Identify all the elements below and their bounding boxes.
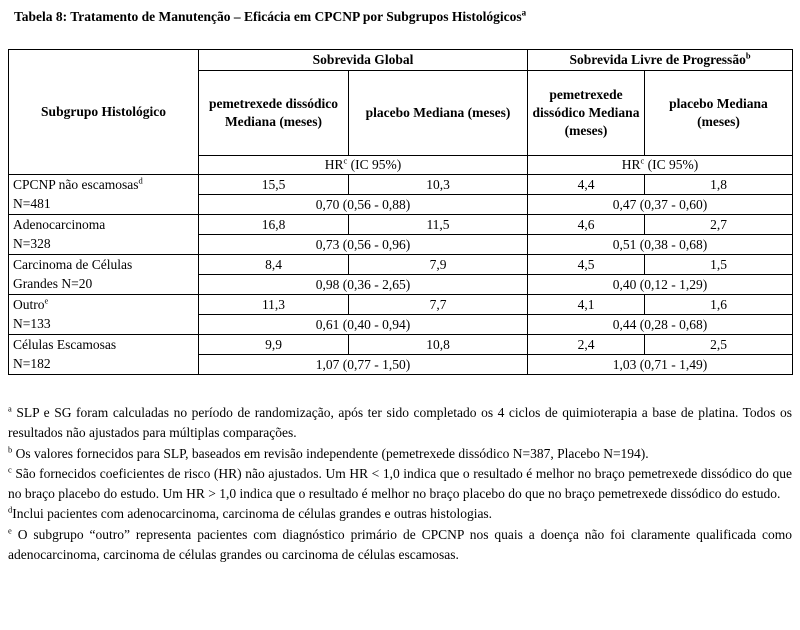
og-hr-ci-label: (IC 95%) <box>350 157 402 172</box>
table-title-footnote-mark: a <box>521 7 527 18</box>
og-drug-value: 15,5 <box>199 175 349 195</box>
og-placebo-value: 7,7 <box>349 295 528 315</box>
table-row <box>9 275 793 295</box>
subgroup-name-cell <box>9 255 199 275</box>
subgroup-n: N=328 <box>9 235 199 255</box>
footnote-mark: a <box>8 403 12 414</box>
subgroup-name-cell <box>9 175 199 195</box>
og-drug-value: 9,9 <box>199 335 349 355</box>
footnote-mark: e <box>8 525 12 536</box>
og-hr-value: 0,70 (0,56 - 0,88) <box>199 195 528 215</box>
og-placebo-col-label: placebo Mediana (meses) <box>365 105 511 120</box>
table-title-text: Tabela 8: Tratamento de Manutenção – Eficácia em CPCNP por Subgrupos Histológicos <box>14 9 522 24</box>
subgroup-name: CPCNP não escamosas <box>13 176 139 192</box>
og-hr-value: 0,73 (0,56 - 0,96) <box>199 235 528 255</box>
pfs-header-cell <box>528 50 793 71</box>
pfs-drug-value: 4,4 <box>528 175 645 195</box>
pfs-drug-col-header <box>528 71 645 156</box>
table-row <box>9 175 793 195</box>
table-row <box>9 355 793 375</box>
og-hr-value: 0,98 (0,36 - 2,65) <box>199 275 528 295</box>
og-placebo-value: 11,5 <box>349 215 528 235</box>
subgroup-footnote-mark: d <box>138 175 143 186</box>
footnote <box>8 504 792 524</box>
og-hr-value: 0,61 (0,40 - 0,94) <box>199 315 528 335</box>
footnote-text: Os valores fornecidos para SLP, baseados em revisão independente (pemetrexede dissódico N=387, Placebo N=194). <box>15 445 649 461</box>
pfs-hr-value: 0,47 (0,37 - 0,60) <box>528 195 793 215</box>
pfs-header-footnote-mark: b <box>745 50 751 61</box>
pfs-placebo-value: 1,5 <box>645 255 793 275</box>
table-row <box>9 235 793 255</box>
og-header-cell <box>199 50 528 71</box>
pfs-placebo-col-header <box>645 71 793 156</box>
subgroup-name: Adenocarcinoma <box>13 216 106 232</box>
pfs-placebo-value: 1,8 <box>645 175 793 195</box>
pfs-hr-label: HR <box>621 157 641 172</box>
efficacy-table <box>8 49 793 375</box>
pfs-drug-value: 4,6 <box>528 215 645 235</box>
og-placebo-value: 7,9 <box>349 255 528 275</box>
footnote-text: SLP e SG foram calculadas no período de randomização, após ter sido completado os 4 ciclos de quimioterapia a base de platina. Todos os resultados não ajustados para múltiplas comparações. <box>8 405 792 441</box>
pfs-hr-ci-label: (IC 95%) <box>647 157 699 172</box>
footnote <box>8 444 792 464</box>
footnote-text: São fornecidos coeficientes de risco (HR) não ajustados. Um HR < 1,0 indica que o resultado é melhor no braço pemetrexede dissódico do que no braço placebo do estudo. Um HR > 1,0 indica que o resultado é melhor no braço placebo do que no braço pemetrexede dissódico do estudo. <box>8 465 792 502</box>
footnote <box>8 403 792 444</box>
og-header: Sobrevida Global <box>312 52 414 67</box>
pfs-hr-header <box>528 156 793 175</box>
subgroup-n: N=182 <box>9 355 199 375</box>
table-row <box>9 315 793 335</box>
og-hr-header <box>199 156 528 175</box>
pfs-hr-value: 0,51 (0,38 - 0,68) <box>528 235 793 255</box>
table-row <box>9 215 793 235</box>
pfs-drug-value: 4,5 <box>528 255 645 275</box>
og-hr-footnote-mark: c <box>343 155 348 166</box>
subgroup-name: Células Escamosas <box>13 336 117 352</box>
table-row <box>9 335 793 355</box>
pfs-hr-value: 1,03 (0,71 - 1,49) <box>528 355 793 375</box>
subgroup-n: N=133 <box>9 315 199 335</box>
footnote-mark: d <box>8 504 13 515</box>
subgroup-name-cell <box>9 215 199 235</box>
pfs-placebo-value: 1,6 <box>645 295 793 315</box>
og-drug-col-header <box>199 71 349 156</box>
pfs-hr-value: 0,44 (0,28 - 0,68) <box>528 315 793 335</box>
pfs-drug-value: 2,4 <box>528 335 645 355</box>
pfs-placebo-value: 2,7 <box>645 215 793 235</box>
footnotes <box>8 403 792 565</box>
pfs-hr-footnote-mark: c <box>640 155 645 166</box>
footnote <box>8 464 792 505</box>
subgroup-footnote-mark: e <box>44 295 49 306</box>
subgroup-name-cell <box>9 335 199 355</box>
subgroup-header: Subgrupo Histológico <box>41 104 166 119</box>
subgroup-name: Carcinoma de Células <box>13 256 133 272</box>
subgroup-name-cell <box>9 295 199 315</box>
footnote-mark: b <box>8 444 13 455</box>
og-placebo-col-header <box>349 71 528 156</box>
og-drug-col-label: pemetrexede dissódico Mediana (meses) <box>208 96 339 129</box>
pfs-hr-value: 0,40 (0,12 - 1,29) <box>528 275 793 295</box>
table-title <box>14 9 526 25</box>
og-drug-value: 16,8 <box>199 215 349 235</box>
footnote <box>8 525 792 566</box>
subgroup-name: Outro <box>13 296 45 312</box>
og-drug-value: 8,4 <box>199 255 349 275</box>
pfs-placebo-col-label: placebo Mediana (meses) <box>669 96 768 129</box>
og-hr-label: HR <box>324 157 344 172</box>
subgroup-header-cell <box>9 50 199 175</box>
footnote-text: O subgrupo “outro” representa pacientes com diagnóstico primário de CPCNP nos quais a doença não foi claramente qualificada como adenocarcinoma, carcinoma de células grandes ou carcinoma de células escamosas. <box>8 526 793 563</box>
og-drug-value: 11,3 <box>199 295 349 315</box>
subgroup-n: N=481 <box>9 195 199 215</box>
table-row <box>9 195 793 215</box>
footnote-mark: c <box>8 464 12 475</box>
pfs-drug-value: 4,1 <box>528 295 645 315</box>
og-placebo-value: 10,8 <box>349 335 528 355</box>
footnote-text: Inclui pacientes com adenocarcinoma, carcinoma de células grandes e outras histologias. <box>12 506 493 522</box>
subgroup-n: Grandes N=20 <box>9 275 199 295</box>
table-row <box>9 255 793 275</box>
pfs-placebo-value: 2,5 <box>645 335 793 355</box>
table-row <box>9 295 793 315</box>
og-hr-value: 1,07 (0,77 - 1,50) <box>199 355 528 375</box>
og-placebo-value: 10,3 <box>349 175 528 195</box>
pfs-header: Sobrevida Livre de Progressão <box>569 52 746 67</box>
pfs-drug-col-label: pemetrexede dissódico Mediana (meses) <box>532 87 640 138</box>
